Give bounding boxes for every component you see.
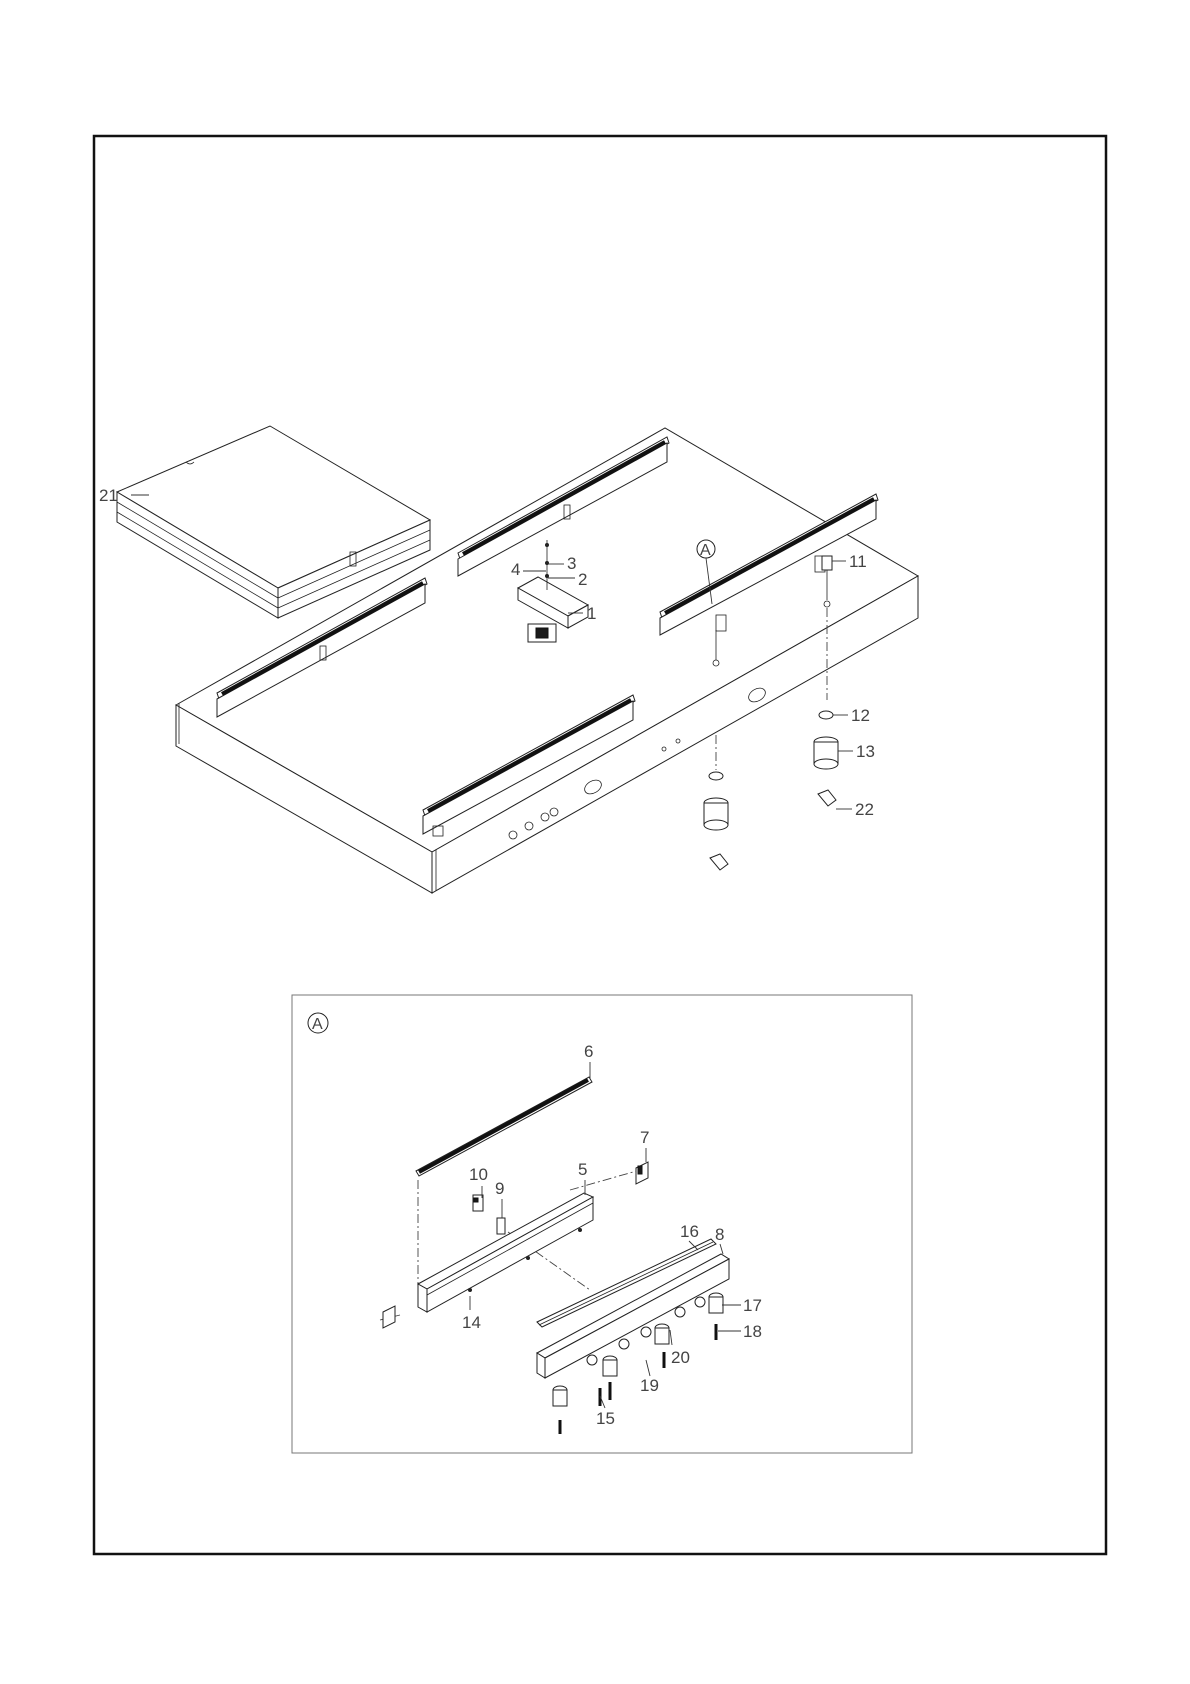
label-part-21: 21 — [99, 486, 118, 505]
label-part-11: 11 — [849, 552, 867, 571]
label-part-14: 14 — [462, 1313, 481, 1332]
main-view — [99, 426, 918, 893]
label-part-19: 19 — [640, 1376, 659, 1395]
label-part-8: 8 — [715, 1225, 725, 1244]
endcap-part-7 — [636, 1162, 648, 1184]
label-part-17: 17 — [743, 1296, 762, 1315]
detail-frame — [292, 995, 912, 1453]
label-part-20: 20 — [671, 1348, 690, 1367]
detail-callout-label: A — [700, 542, 711, 559]
endcap-left — [383, 1306, 395, 1328]
label-part-1: 1 — [587, 604, 597, 623]
oring-part-12 — [819, 711, 833, 719]
label-part-5: 5 — [578, 1160, 588, 1179]
label-part-12: 12 — [851, 706, 870, 725]
detail-view-a — [292, 995, 912, 1453]
strip-part-6 — [416, 1077, 592, 1176]
bushing-part-13 — [814, 737, 838, 769]
elbow-lower — [710, 854, 728, 870]
bushing-lower — [704, 798, 728, 830]
label-part-18: 18 — [743, 1322, 762, 1341]
label-part-13: 13 — [856, 742, 875, 761]
label-part-6: 6 — [584, 1042, 594, 1061]
detail-title-label: A — [312, 1016, 323, 1033]
oring-lower — [709, 772, 723, 780]
label-part-4: 4 — [511, 560, 521, 579]
label-part-16: 16 — [680, 1222, 699, 1241]
label-part-2: 2 — [578, 570, 588, 589]
label-part-3: 3 — [567, 554, 577, 573]
label-part-9: 9 — [495, 1179, 505, 1198]
label-part-22: 22 — [855, 800, 874, 819]
holder-part-5 — [418, 1193, 593, 1312]
clip-part-9-10 — [473, 1195, 505, 1234]
label-part-7: 7 — [640, 1128, 650, 1147]
label-part-15: 15 — [596, 1409, 615, 1428]
elbow-part-22 — [818, 790, 836, 806]
label-part-10: 10 — [469, 1165, 488, 1184]
